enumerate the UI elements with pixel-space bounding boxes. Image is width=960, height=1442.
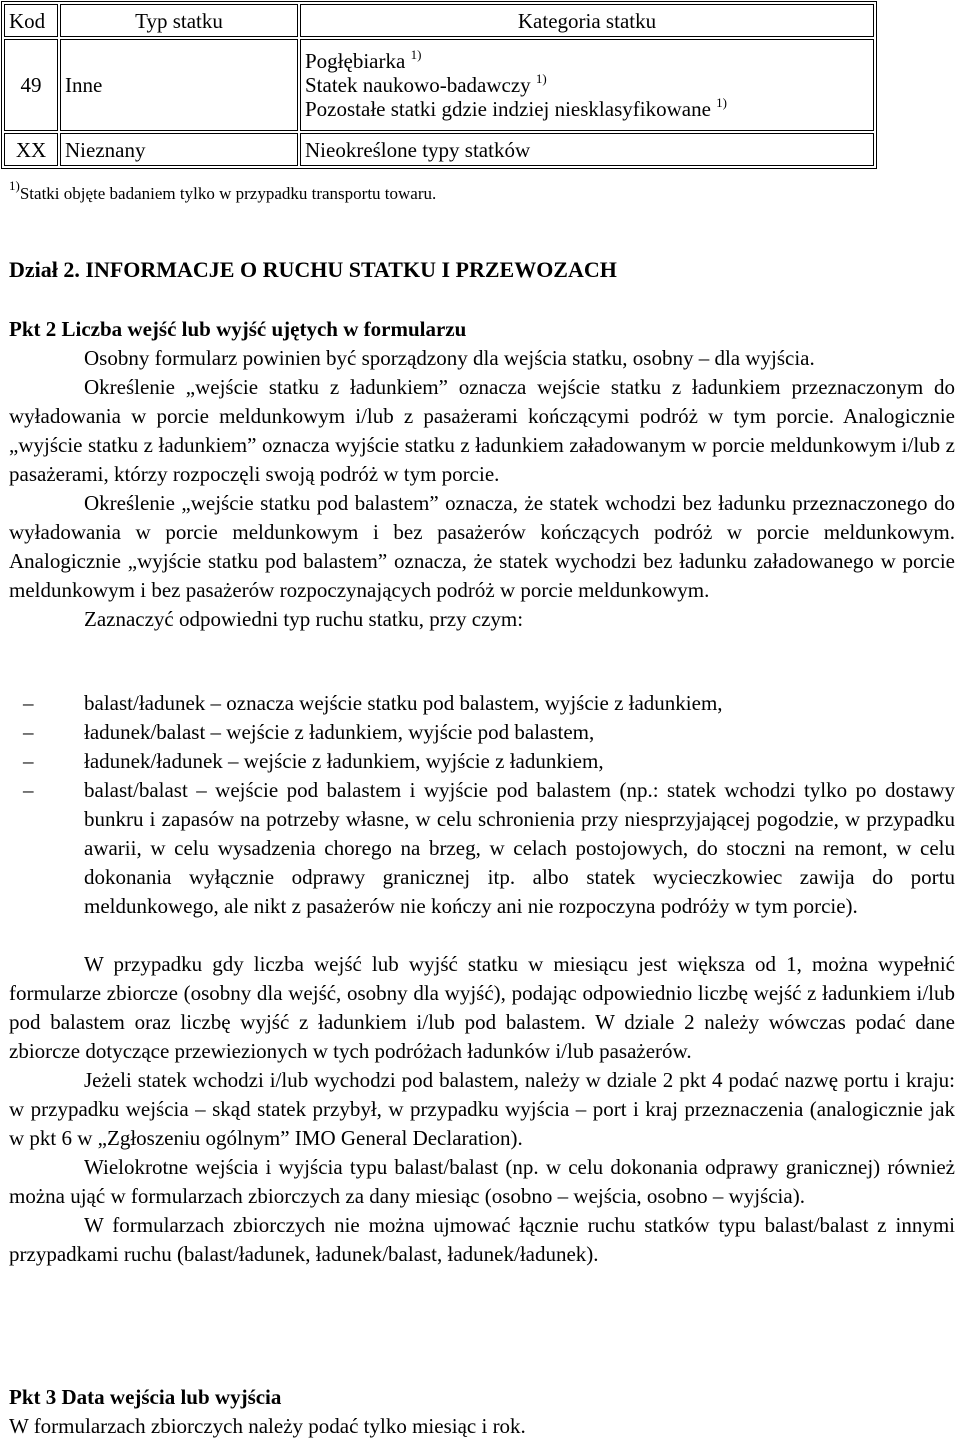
paragraph: Określenie „wejście statku pod balastem” oznacza, że statek wchodzi bez ładunku przeznaczonego do wyładowania w porcie meldunkowym i bez pasażerów kończących podróż w porcie meldunkowym. Analogicznie „wyjście statku pod balastem” oznacza, że statek wychodzi bez ładunku załadowanego w porcie meldunkowym i bez pasażerów rozpoczynających podróż w porcie meldunkowym. [9,491,955,602]
paragraph: Wielokrotne wejścia i wyjścia typu balast/balast (np. w celu dokonania odprawy granicznej) również można ująć w formularzach zbiorczych za dany miesiąc (osobno – wejścia, osobno – wyjścia). [9,1155,955,1208]
ship-category-table [1,1,877,169]
paragraph: Określenie „wejście statku z ładunkiem” oznacza wejście statku z ładunkiem przeznaczonym do wyładowania w porcie meldunkowym i/lub z pasażerami kończącymi podróż w tym porcie. Analogicznie „wyjście statku z ładunkiem” oznacza wyjście statku z ładunkiem załadowanym w porcie meldunkowym i/lub z pasażerami, którzy rozpoczęli swoją podróż w tym porcie. [9,375,955,486]
paragraph: W formularzach zbiorczych nie można ujmować łącznie ruchu statków typu balast/balast z innymi przypadkami ruchu (balast/ładunek, ładunek/balast, ładunek/ładunek). [9,1213,955,1266]
cell-kategoria [300,133,874,166]
footnote [9,178,955,205]
footnote-text: Statki objęte badaniem tylko w przypadku transportu towaru. [19,184,437,203]
section-title: Dział 2. INFORMACJE O RUCHU STATKU I PRZEWOZACH [9,257,617,282]
pkt2-section-continued [9,950,955,1269]
category-line: Statek naukowo-badawczy $^{1)}$ [305,71,547,97]
list-item: – ładunek/ładunek – wejście z ładunkiem, wyjście z ładunkiem, [23,749,604,773]
category-line: Pogłębiarka $^{1)}$ [305,47,422,73]
movement-type-list [9,689,955,921]
footnote-mark: 1) [9,178,20,193]
table-row [4,133,874,166]
cell-kategoria [300,39,874,131]
cell-typ: Inne [60,39,298,131]
cell-kod: 49 [4,39,58,131]
table-header-row [4,4,874,37]
table-row [4,39,874,131]
category-line: Nieokreślone typy statków [305,137,531,162]
pkt3-title: Pkt 3 Data wejścia lub wyjścia [9,1385,282,1409]
paragraph: Osobny formularz powinien być sporządzony dla wejścia statku, osobny – dla wyjścia. [84,346,815,370]
header-kategoria-statku: Kategoria statku [300,4,874,37]
list-item: – balast/balast – wejście pod balastem i wyjście pod balastem (np.: statek wchodzi tylko po dostawy bunkru i zapasów na potrzeby własne, w celu schronienia przy niesprzyjającej pogodzie, w przypadku awarii, w celu wysadzenia chorego na brzeg, w celach postojowych, do stoczni na remont, w celu dokonania wyłącznie odprawy granicznej itp. albo statek wycieczkowiec zawija do portu meldunkowego, ale nikt z pasażerów nie kończy ani nie rozpoczyna podróży w tym porcie). [23,778,955,918]
category-line: Pozostałe statki gdzie indziej niesklasyfikowane $^{1)}$ [305,95,727,121]
header-typ-statku: Typ statku [60,4,298,37]
header-kod: Kod [4,4,58,37]
list-item: – ładunek/balast – wejście z ładunkiem, wyjście pod balastem, [23,720,595,744]
paragraph: Jeżeli statek wchodzi i/lub wychodzi pod balastem, należy w dziale 2 pkt 4 podać nazwę portu i kraju: w przypadku wejścia – skąd statek przybył, w przypadku wyjścia – port i kraj przeznaczenia (analogicznie jak w pkt 6 w „Zgłoszeniu ogólnym” IMO General Declaration). [9,1068,955,1150]
paragraph: W przypadku gdy liczba wejść lub wyjść statku w miesiącu jest większa od 1, można wypełnić formularze zbiorcze (osobny dla wejść, osobny dla wyjść), podając odpowiednio liczbę wejść z ładunkiem i/lub pod balastem oraz liczbę wyjść z ładunkiem i/lub pod balastem. W dziale 2 należy wówczas podać dane zbiorcze dotyczące przewiezionych w tych podróżach ładunków i/lub pasażerów. [9,952,955,1063]
cell-typ: Nieznany [60,133,298,166]
pkt2-section [9,315,955,634]
pkt3-section [9,1383,955,1441]
paragraph: W formularzach zbiorczych należy podać tylko miesiąc i rok. [9,1414,526,1438]
pkt2-title: Pkt 2 Liczba wejść lub wyjść ujętych w formularzu [9,317,467,341]
list-item: – balast/ładunek – oznacza wejście statku pod balastem, wyjście z ładunkiem, [23,691,723,715]
cell-kod: XX [4,133,58,166]
paragraph: Zaznaczyć odpowiedni typ ruchu statku, przy czym: [84,607,524,631]
